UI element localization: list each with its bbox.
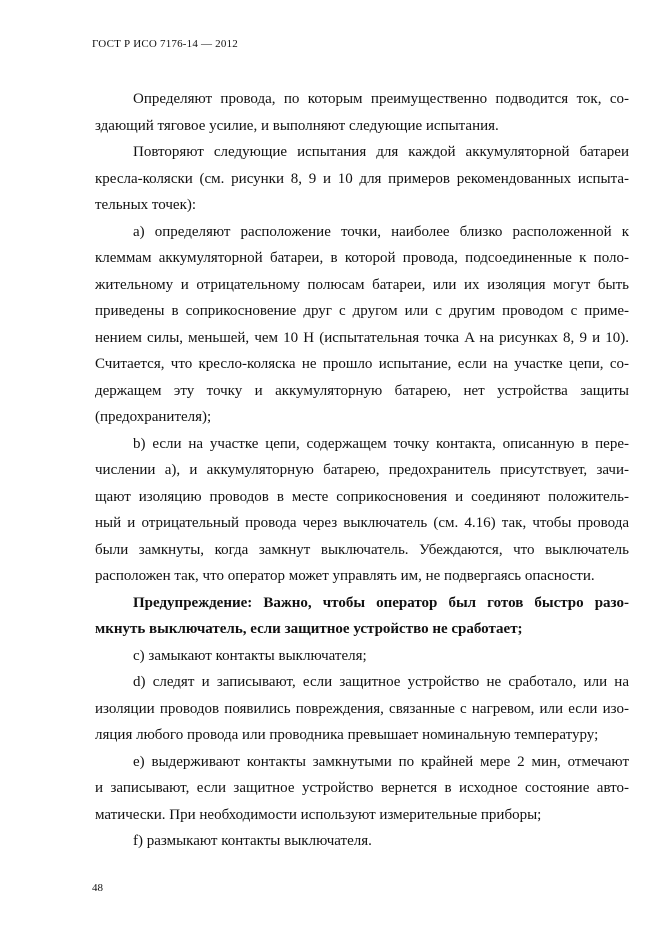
text-line: были замкнуты, когда замкнут выключатель. Убеждаются, что выключатель bbox=[95, 541, 629, 558]
text-line: (предохранителя); bbox=[95, 409, 212, 425]
text-line: е) выдерживают контакты замкнутыми по крайней мере 2 мин, отмечают bbox=[133, 753, 629, 770]
body-text bbox=[95, 86, 629, 855]
text-line: числении а), и аккумуляторную батарею, предохранитель присутствует, зачи- bbox=[95, 462, 629, 478]
text-line: нением силы, меньшей, чем 10 Н (испытательная точка A на рисунках 8, 9 и 10). bbox=[95, 329, 629, 346]
text-line: жительному и отрицательному полюсам батареи, или их изоляция могут быть bbox=[95, 276, 629, 293]
text-line: щают изоляцию проводов в месте соприкосновения и соединяют положитель- bbox=[95, 488, 629, 505]
text-line: f) размыкают контакты выключателя. bbox=[133, 833, 372, 849]
text-line: Предупреждение: Важно, чтобы оператор был готов быстро разо- bbox=[133, 594, 629, 611]
text-line: тельных точек): bbox=[95, 197, 197, 213]
text-line: Определяют провода, по которым преимущественно подводится ток, со- bbox=[133, 91, 629, 107]
text-line: приведены в соприкосновение друг с другом или с другим проводом с приме- bbox=[95, 303, 629, 319]
text-line: ный и отрицательный провода через выключатель (см. 4.16) так, чтобы провода bbox=[95, 515, 629, 531]
text-line: а) определяют расположение точки, наиболее близко расположенной к bbox=[133, 223, 629, 240]
text-line: b) если на участке цепи, содержащем точку контакта, описанную в пере- bbox=[133, 435, 629, 452]
text-line: расположен так, что оператор может управлять им, не подвергаясь опасности. bbox=[95, 568, 595, 584]
text-line: ляция любого провода или проводника превышает номинальную температуру; bbox=[95, 727, 599, 743]
text-line: с) замыкают контакты выключателя; bbox=[133, 647, 367, 664]
text-line: изоляции проводов появились повреждения, связанные с нагревом, или если изо- bbox=[95, 700, 629, 717]
page-number: 48 bbox=[92, 882, 103, 894]
text-line: здающий тяговое усилие, и выполняют следующие испытания. bbox=[95, 117, 499, 134]
text-line: d) следят и записывают, если защитное устройство не сработало, или на bbox=[133, 674, 629, 690]
text-line: Считается, что кресло-коляска не прошло испытание, если на участке цепи, со- bbox=[95, 356, 629, 372]
text-line: держащем эту точку и аккумуляторную батарею, нет устройства защиты bbox=[95, 382, 629, 399]
text-line: и записывают, если защитное устройство вернется в исходное состояние авто- bbox=[95, 780, 629, 796]
text-line: мкнуть выключатель, если защитное устройство не сработает; bbox=[95, 621, 523, 637]
text-line: клеммам аккумуляторной батареи, в которой провода, подсоединенные к поло- bbox=[95, 250, 629, 266]
text-line: Повторяют следующие испытания для каждой аккумуляторной батареи bbox=[133, 144, 629, 160]
running-header: ГОСТ Р ИСО 7176-14 — 2012 bbox=[92, 38, 238, 50]
text-line: кресла-коляски (см. рисунки 8, 9 и 10 для примеров рекомендованных испыта- bbox=[95, 170, 629, 187]
text-line: матически. При необходимости используют измерительные приборы; bbox=[95, 806, 542, 823]
